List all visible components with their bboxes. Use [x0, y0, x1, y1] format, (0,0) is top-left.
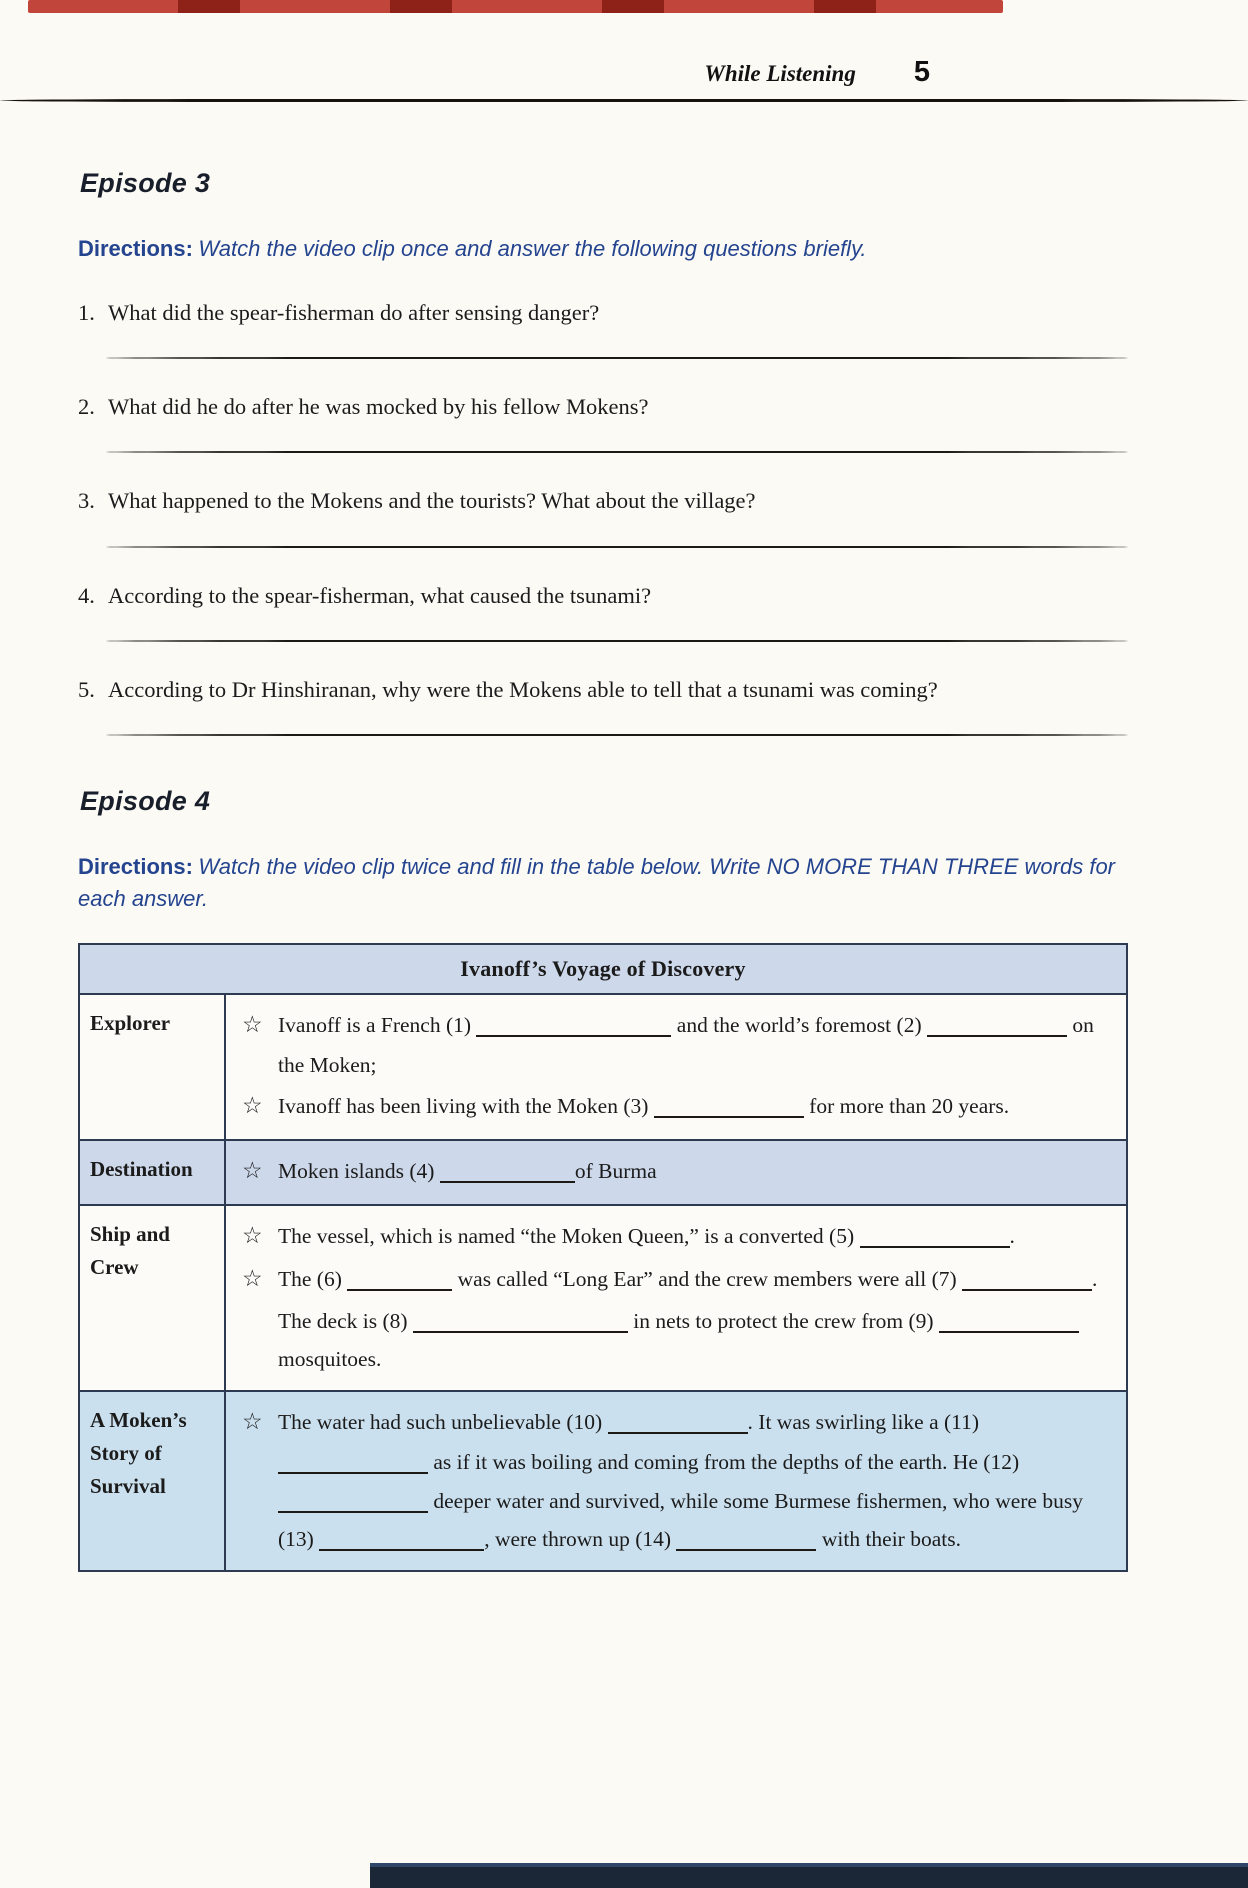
answer-blank[interactable]: [413, 1329, 628, 1333]
page-header: [0, 56, 1248, 89]
answer-line[interactable]: [106, 357, 1128, 359]
segment-text: in nets to protect the crew from (9): [627, 1308, 939, 1333]
star-icon: ☆: [242, 1158, 263, 1184]
question-number: 5.: [78, 676, 95, 702]
question-item: [78, 581, 1128, 642]
row-label: Destination: [80, 1141, 226, 1204]
row-content: [226, 995, 1126, 1139]
answer-line[interactable]: [106, 451, 1128, 453]
segment-text: Moken islands (4): [278, 1159, 440, 1184]
table-paragraph: [242, 1005, 1110, 1084]
running-title: While Listening: [704, 61, 856, 86]
row-content: [226, 1206, 1126, 1390]
segment-text: for more than 20 years.: [803, 1094, 1010, 1119]
directions-text: Watch the video clip once and answer the following questions briefly.: [198, 236, 867, 261]
star-icon: ☆: [242, 1409, 263, 1435]
segment-text: , were thrown up (14): [484, 1526, 677, 1551]
episode4-directions: [78, 851, 1128, 915]
question-item: [78, 675, 1128, 736]
star-icon: ☆: [242, 1011, 263, 1037]
answer-blank[interactable]: [476, 1033, 671, 1037]
answer-blank[interactable]: [278, 1509, 428, 1513]
row-label: Explorer: [80, 995, 226, 1139]
answer-blank[interactable]: [939, 1329, 1079, 1333]
question-text: What did the spear-fisherman do after sensing danger?: [108, 299, 600, 325]
answer-line[interactable]: [106, 640, 1128, 642]
table-row: [80, 1206, 1126, 1392]
row-content: [226, 1141, 1126, 1204]
question-text: What happened to the Mokens and the tourists? What about the village?: [108, 488, 756, 514]
book-edge-strip: [28, 0, 1003, 13]
answer-line[interactable]: [106, 734, 1128, 736]
answer-line[interactable]: [106, 546, 1128, 548]
episode3-heading: Episode 3: [80, 168, 211, 198]
answer-blank[interactable]: [319, 1547, 484, 1551]
segment-text: The vessel, which is named “the Moken Queen,” is a converted (5): [278, 1224, 860, 1248]
answer-blank[interactable]: [927, 1033, 1067, 1037]
segment-text: of Burma: [574, 1159, 657, 1184]
question-item: [78, 392, 1128, 453]
answer-blank[interactable]: [962, 1287, 1092, 1291]
directions-text: Watch the video clip twice and fill in the table below. Write NO MORE THAN THREE words for each answer.: [78, 854, 1115, 912]
segment-text: mosquitoes.: [278, 1347, 382, 1372]
star-icon: ☆: [242, 1093, 263, 1119]
table-paragraph: [242, 1086, 1110, 1127]
question-number: 1.: [78, 299, 95, 325]
directions-label: Directions:: [78, 236, 193, 261]
table-row: [80, 1392, 1126, 1570]
answer-blank[interactable]: [278, 1470, 428, 1474]
segment-text: The deck is (8): [278, 1308, 413, 1333]
segment-text: as if it was boiling and coming from the depths of the earth. He (12): [428, 1450, 1020, 1475]
question-item: [78, 298, 1128, 359]
episode3-directions: [78, 233, 1128, 265]
row-label: A Moken’s Story of Survival: [80, 1392, 226, 1570]
page-number: 5: [913, 56, 930, 88]
question-text: According to Dr Hinshiranan, why were the Mokens able to tell that a tsunami was coming?: [108, 676, 938, 702]
table-paragraph: [242, 1302, 1110, 1379]
question-number: 3.: [78, 488, 95, 514]
question-number: 2.: [78, 394, 95, 420]
table-row: [80, 1141, 1126, 1206]
question-item: [78, 486, 1128, 547]
header-rule: [0, 99, 1248, 102]
segment-text: .: [1009, 1224, 1015, 1248]
table-body: [80, 995, 1126, 1570]
question-text: According to the spear-fisherman, what caused the tsunami?: [108, 582, 652, 608]
segment-text: Ivanoff is a French (1): [278, 1012, 477, 1037]
table-paragraph: [242, 1402, 1110, 1558]
answer-blank[interactable]: [347, 1287, 452, 1291]
segment-text: deeper water and survived, while some Burmese fishermen, who were busy (13): [278, 1488, 1083, 1551]
star-icon: ☆: [242, 1223, 263, 1248]
answer-blank[interactable]: [608, 1430, 748, 1434]
directions-label: Directions:: [78, 854, 193, 880]
answer-blank[interactable]: [676, 1547, 816, 1551]
segment-text: was called “Long Ear” and the crew members were all (7): [452, 1266, 963, 1291]
table-row: [80, 995, 1126, 1141]
row-content: [226, 1392, 1126, 1570]
episode4-heading: Episode 4: [80, 786, 211, 817]
segment-text: with their boats.: [816, 1526, 961, 1551]
segment-text: The (6): [278, 1266, 348, 1291]
ivanoff-table: [78, 943, 1128, 1572]
table-paragraph: [242, 1259, 1110, 1300]
segment-text: .: [1092, 1266, 1098, 1291]
answer-blank[interactable]: [860, 1244, 1010, 1248]
star-icon: ☆: [242, 1265, 263, 1291]
table-paragraph: [242, 1216, 1110, 1257]
question-number: 4.: [78, 582, 95, 608]
segment-text: Ivanoff has been living with the Moken (3): [278, 1094, 654, 1119]
page-content: [78, 112, 1128, 1572]
table-paragraph: [242, 1151, 1110, 1192]
segment-text: . It was swirling like a (11): [747, 1410, 980, 1435]
answer-blank[interactable]: [654, 1114, 804, 1118]
row-label: Ship and Crew: [80, 1206, 226, 1390]
question-text: What did he do after he was mocked by his fellow Mokens?: [108, 394, 649, 420]
segment-text: The water had such unbelievable (10): [278, 1410, 608, 1435]
answer-blank[interactable]: [440, 1179, 575, 1183]
segment-text: and the world’s foremost (2): [671, 1012, 927, 1037]
table-title: Ivanoff’s Voyage of Discovery: [80, 945, 1126, 995]
segment-text: on the Moken;: [278, 1012, 1094, 1077]
book-cover-bottom: [370, 1863, 1248, 1888]
